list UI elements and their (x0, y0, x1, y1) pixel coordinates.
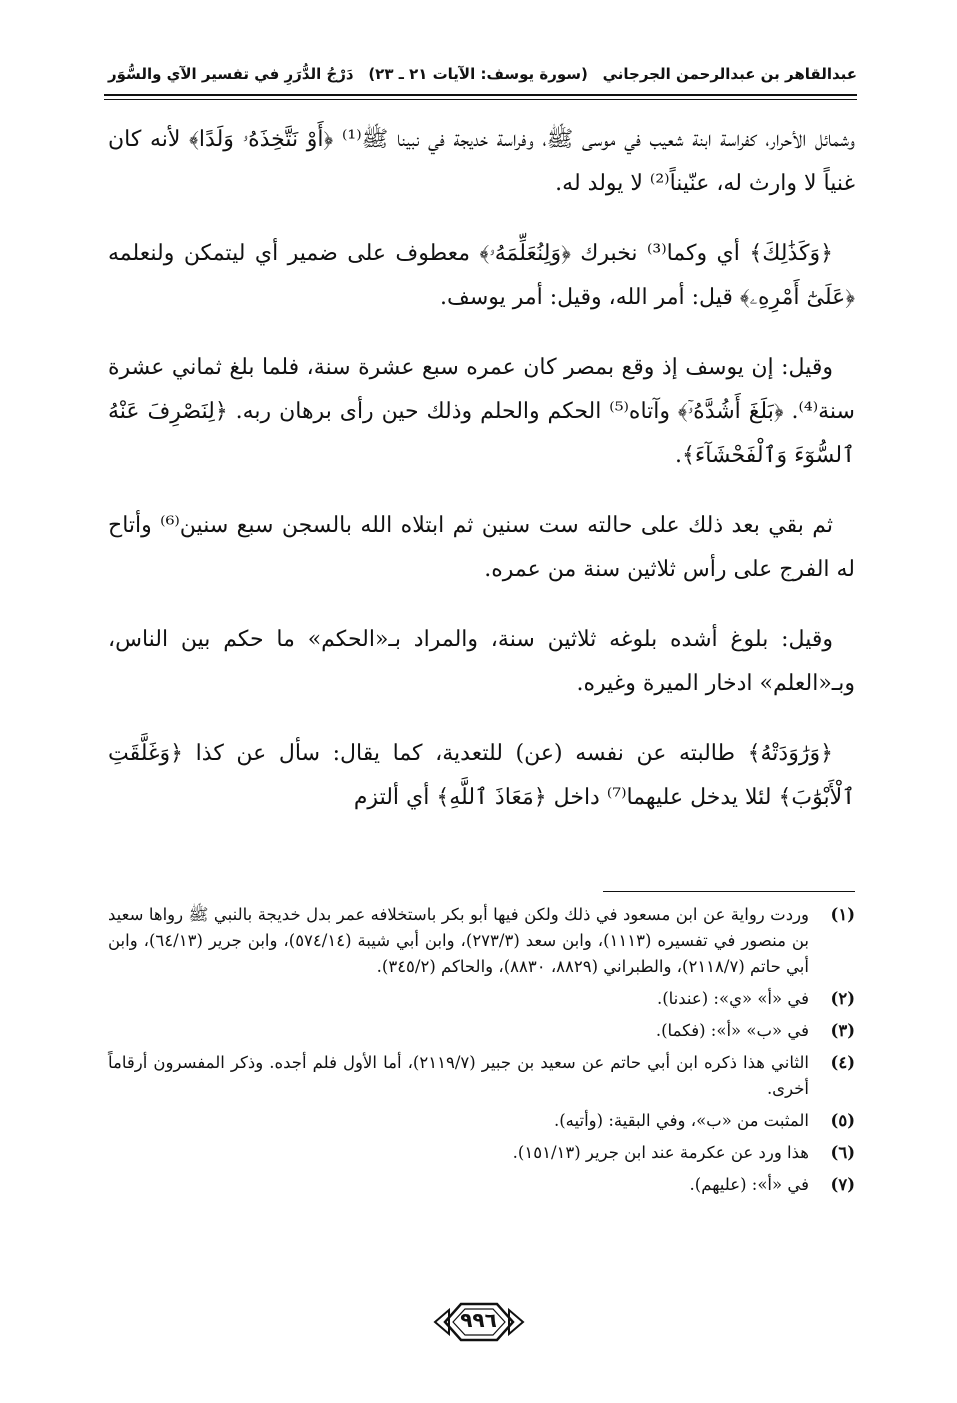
footnote (108, 1050, 855, 1102)
paragraph: ﴿وَكَذَٰلِكَ﴾ أي وكما⁽³⁾ نخبرك ﴿وَلِنُعَلِّمَهُۥ﴾ معطوف على ضمير أي ليتمكن ولنعلمه ﴿عَلَىٰٓ أَمْرِهِۦ﴾ قيل: أمر الله، وقيل: أمر يوسف. (108, 241, 855, 310)
footnote-number: (١) (830, 905, 855, 924)
footnote-text: الثاني هذا ذكره ابن أبي حاتم عن سعيد بن جبير (٢١١٩/٧)، أما الأول فلم أجده. وذكر المفسرون أرقاماً أخرى. (108, 1053, 809, 1098)
footnote-text: المثبت من «ب»، وفي البقية: (وأتيه). (553, 1111, 809, 1130)
footnote-text: في «أ»: (عليهم). (689, 1175, 809, 1194)
footnote (108, 1018, 855, 1044)
footnote (108, 1140, 855, 1166)
main-text (108, 118, 855, 846)
footnote (108, 902, 855, 980)
paragraph: وقيل: إن يوسف إذ وقع بمصر كان عمره سبع عشرة سنة، فلما بلغ ثماني عشرة سنة⁽⁴⁾. ﴿بَلَغَ أَشُدَّهُۥٓ﴾ وآتاه⁽⁵⁾ الحكم والحلم وذلك حين رأى برهان ربه. ﴿لِنَصْرِفَ عَنْهُ ٱلسُّوٓءَ وَٱلْفَحْشَآءَ﴾. (108, 355, 855, 468)
footnotes (108, 902, 855, 1204)
footnote-number: (٦) (830, 1143, 855, 1162)
footnote (108, 1108, 855, 1134)
header-book-title: دَرْجُ الدُّرَرِ في تفسير الآي والسُّوَر (108, 65, 354, 83)
footnote-number: (٤) (830, 1053, 855, 1072)
paragraph: وشمائل الأحرار، كفراسة ابنة شعيب في موسى ﷺ، وفراسة خديجة في نبينا ﷺ⁽¹⁾ ﴿أَوْ نَتَّخِذَهُۥ وَلَدًا﴾ لأنه كان غنياً لا وارث له، عنّيناً⁽²⁾ لا يولد له. (108, 127, 855, 196)
page-number-frame (431, 1300, 527, 1344)
paragraph: ثم بقي بعد ذلك على حالته ست سنين ثم ابتلاه الله بالسجن سبع سنين⁽⁶⁾ وأتاح له الفرج على رأس ثلاثين سنة من عمره. (108, 513, 855, 582)
header-rule-thin (104, 99, 857, 100)
footnote (108, 1172, 855, 1198)
header-rule-thick (104, 94, 857, 96)
paragraph: ﴿وَرَٰوَدَتْهُ﴾ طالبته عن نفسه (عن) للتعدية، كما يقال: سأل عن كذا ﴿وَغَلَّقَتِ ٱلْأَبْوَٰبَ﴾ لئلا يدخل عليهما⁽⁷⁾ داخل ﴿مَعَاذَ ٱللَّهِ﴾ أي ألتزم (108, 741, 855, 810)
header-surah-verses: (سورة يوسف: الآيات ٢١ ـ ٢٣) (368, 65, 588, 83)
footnote-text: في «ب» «أ»: (فكما). (655, 1021, 809, 1040)
footnote-text: في «أ» «ي»: (عندنا). (656, 989, 809, 1008)
footnote-text: هذا ورد عن عكرمة عند ابن جرير (١٥١/١٣). (512, 1143, 809, 1162)
footnote-number: (٧) (830, 1175, 855, 1194)
paragraph: وقيل: بلوغ أشده بلوغه ثلاثين سنة، والمراد بـ«الحكم» ما حكم بين الناس، وبـ«العلم» ادخار الميرة وغيره. (108, 627, 855, 696)
header-author: عبدالقاهر بن عبدالرحمن الجرجاني (602, 65, 857, 83)
footnote-separator (603, 891, 855, 892)
footnote-number: (٣) (830, 1021, 855, 1040)
footnote-number: (٢) (830, 989, 855, 1008)
footnote-text: وردت رواية عن ابن مسعود في ذلك ولكن فيها أبو بكر باستخلافه عمر بدل خديجة بالنبي ﷺ رواها سعيد بن منصور في تفسيره (١١١٣)، وابن سعد (٢٧٣/٣)، وابن أبي شيبة (٥٧٤/١٤)، وابن جرير (٦٤/١٣)، وابن أبي حاتم (٢١١٨/٧)، والطبراني (٨٨٢٩، ٨٨٣٠)، والحاكم (٣٤٥/٢). (108, 905, 810, 976)
footnote-number: (٥) (830, 1111, 855, 1130)
footnote (108, 986, 855, 1012)
running-header (108, 56, 857, 92)
page-number: ٩٩٦ (460, 1308, 497, 1332)
